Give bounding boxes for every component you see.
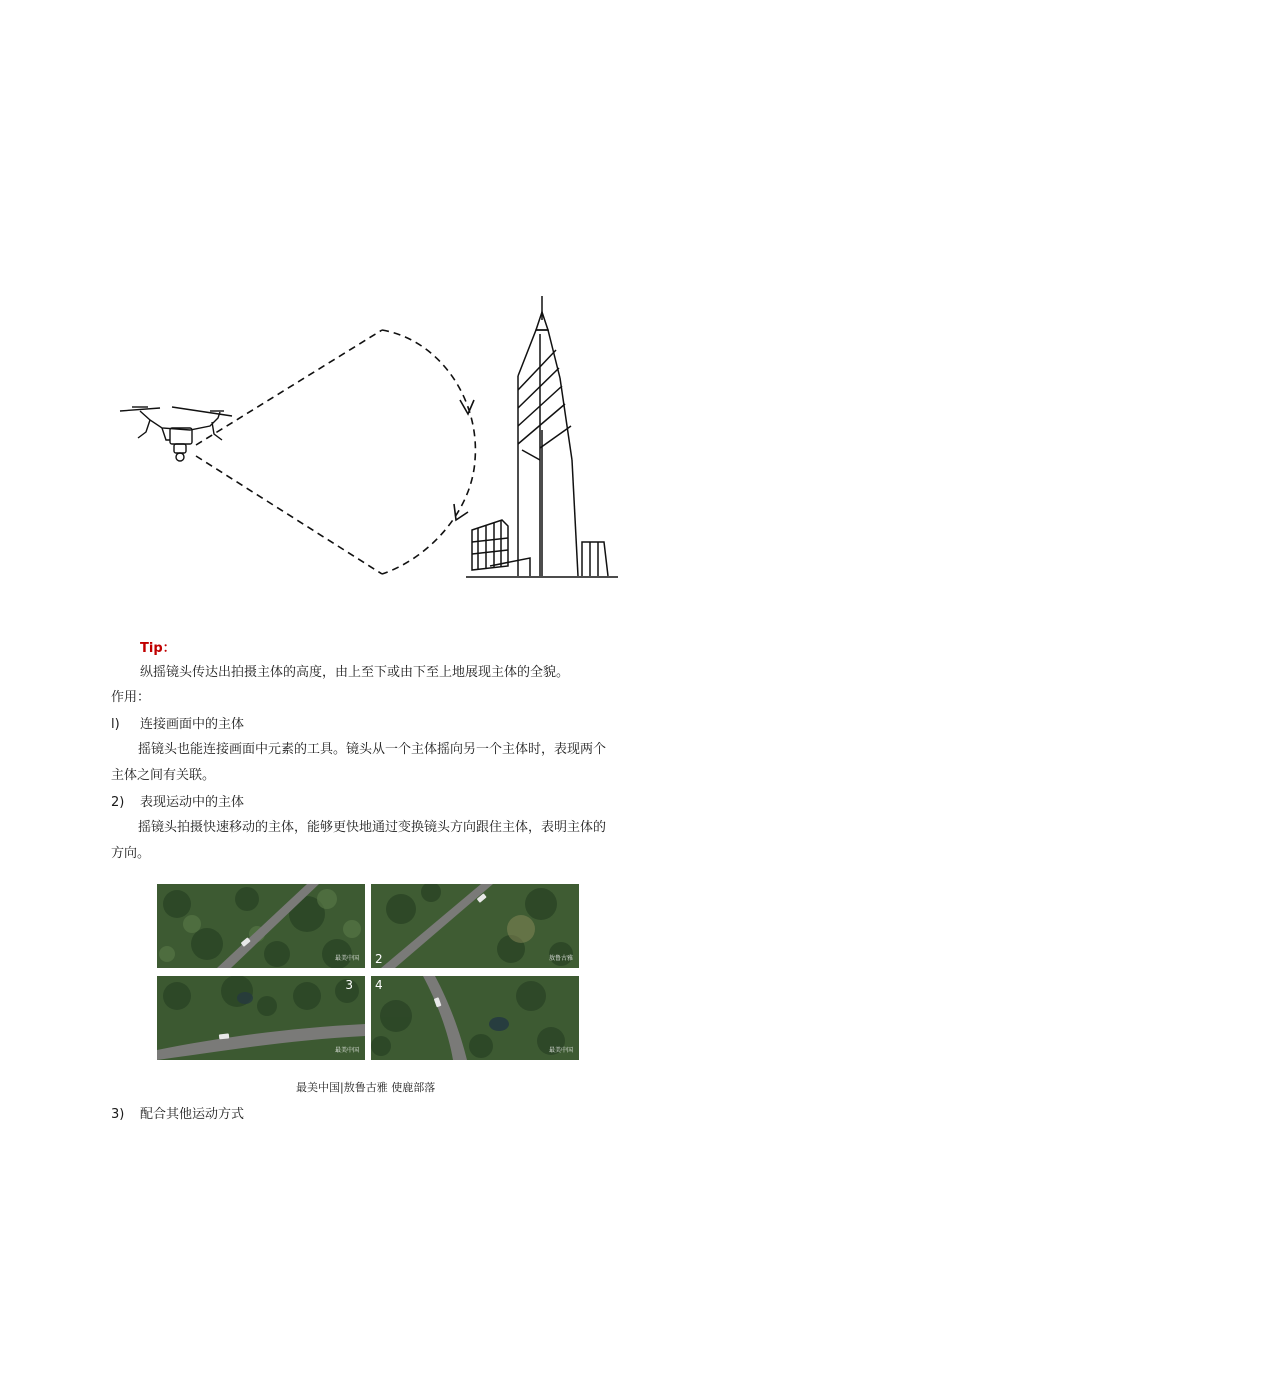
aerial-photo — [157, 884, 365, 968]
item-body: 摇镜头也能连接画面中元素的工具。镜头从一个主体摇向另一个主体时，表现两个 — [138, 742, 607, 757]
item-body: 主体之间有关联。 — [111, 768, 216, 783]
drone-icon — [120, 407, 232, 461]
item-title: 连接画面中的主体 — [140, 717, 245, 732]
item-number: 3) — [111, 1107, 125, 1122]
item-body: 方向。 — [111, 846, 151, 861]
aerial-photo — [371, 884, 579, 968]
camera-path — [196, 330, 475, 574]
item-number: l) — [111, 717, 120, 732]
item-title: 配合其他运动方式 — [140, 1107, 245, 1122]
tip-text: 纵摇镜头传达出拍摄主体的高度，由上至下或由下至上地展现主体的全貌。 — [140, 665, 570, 680]
frame-number: 3 — [345, 978, 353, 992]
aerial-photo — [157, 976, 365, 1060]
watermark: 最美中国 — [548, 1047, 573, 1054]
watermark: 最美中国 — [334, 955, 359, 962]
item-number: 2) — [111, 795, 125, 810]
skyscraper-icon — [466, 296, 618, 577]
item-body: 摇镜头拍摄快速移动的主体，能够更快地通过变换镜头方向跟住主体，表明主体的 — [138, 820, 607, 835]
frame-number: 2 — [375, 952, 383, 966]
watermark: 敖鲁古雅 — [548, 955, 573, 962]
item-title: 表现运动中的主体 — [140, 795, 245, 810]
uses-heading: 作用： — [111, 690, 151, 705]
watermark: 最美中国 — [334, 1047, 359, 1054]
photo-grid — [157, 884, 579, 1060]
aerial-photo — [371, 976, 579, 1060]
frame-number: 4 — [375, 978, 383, 992]
tip-label: Tip： — [140, 641, 176, 656]
photo-caption: 最美中国|敖鲁古雅 使鹿部落 — [296, 1081, 436, 1094]
drone-tilt-illustration — [110, 290, 630, 590]
